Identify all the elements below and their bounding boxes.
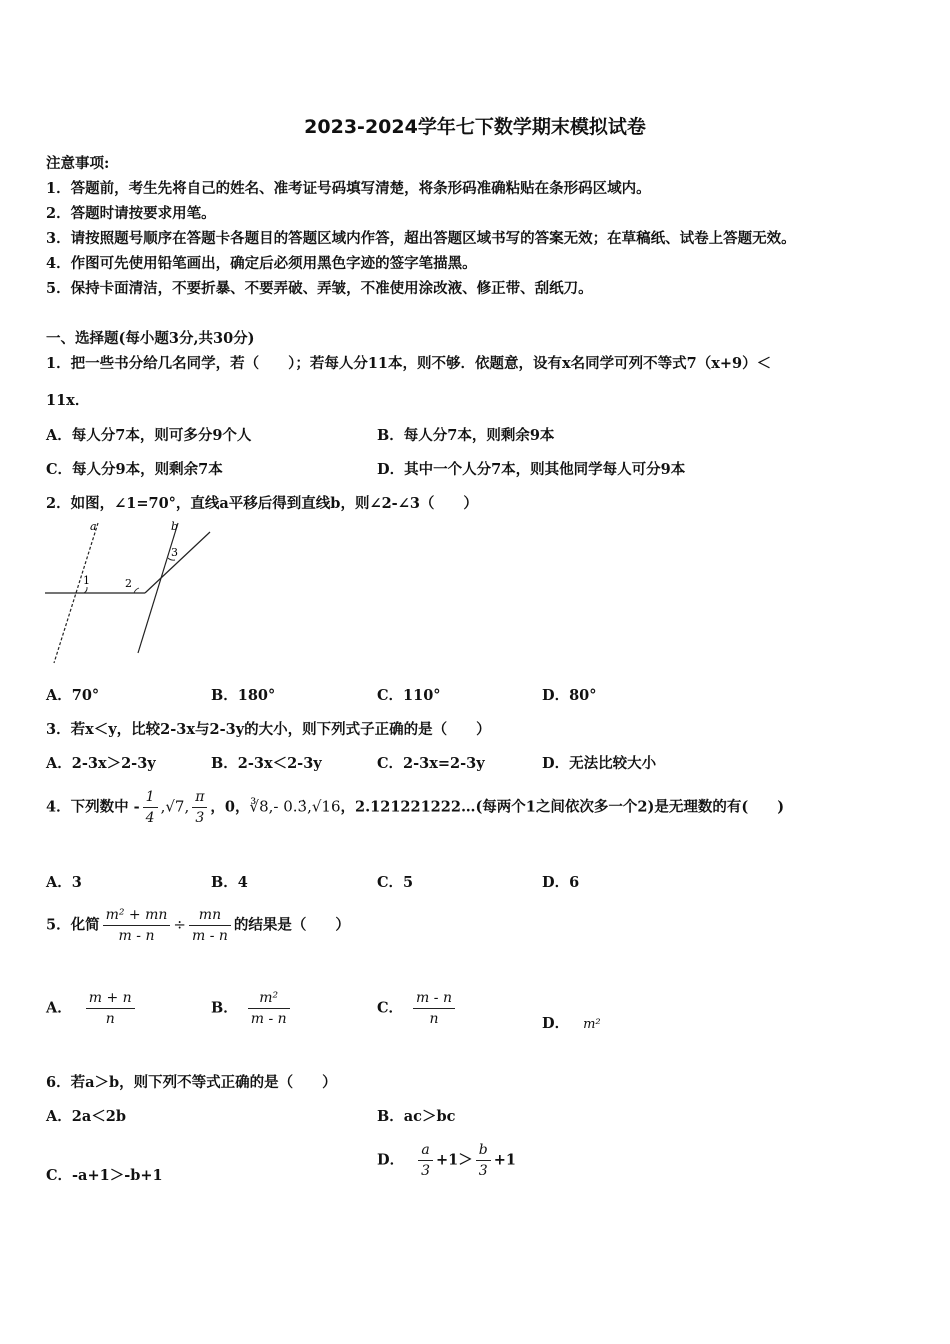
note-item: 3．请按照题号顺序在答题卡各题目的答题区域内作答，超出答题区域书写的答案无效；在草稿纸、试卷上答题无效。 <box>46 230 796 247</box>
q3-option-b: B．2-3x＜2-3y <box>211 755 322 772</box>
q6-option-a: A．2a＜2b <box>46 1108 126 1125</box>
q5-fraction-1: $\frac{\text{m² + mn}}{m - n}$ <box>103 905 171 946</box>
q5-option-b: B． $\frac{\text{m²}}{m - n}$ <box>211 988 293 1029</box>
note-item: 2．答题时请按要求用笔。 <box>46 205 216 222</box>
note-item: 1．答题前，考生先将自己的姓名、准考证号码填写清楚，将条形码准确粘贴在条形码区域内。 <box>46 180 651 197</box>
q5-option-d: D． m² <box>542 1015 601 1032</box>
angle-2-arc <box>134 588 139 593</box>
q5-suffix: 的结果是（ ） <box>233 916 350 934</box>
q3-stem: 3．若x＜y，比较2-3x与2-3y的大小，则下列式子正确的是（ ） <box>46 721 491 738</box>
q2-stem: 2．如图，∠1=70°，直线a平移后得到直线b，则∠2-∠3（ ） <box>46 495 478 512</box>
q4-fraction-quarter: $\frac{1}{4}$ <box>143 787 158 828</box>
q4-fraction-pi: $\frac{\pi}{3}$ <box>192 787 207 828</box>
label-b: b <box>171 520 179 533</box>
q4-option-b: B．4 <box>211 874 248 891</box>
q4-option-c: C．5 <box>377 874 414 891</box>
q1-option-c: C．每人分9本，则剩余7本 <box>46 461 223 478</box>
label-2: 2 <box>125 577 132 590</box>
q2-figure <box>40 518 230 668</box>
line-b <box>138 523 178 653</box>
q4-sqrt7: ,√7, <box>160 797 190 816</box>
q4-stem <box>46 787 784 828</box>
q6-option-c: C．-a+1＞-b+1 <box>46 1167 163 1184</box>
label-a: a <box>90 520 97 533</box>
q3-option-d: D．无法比较大小 <box>542 755 657 772</box>
q5-option-a: A． $\frac{m + n}{n}$ <box>46 988 138 1029</box>
q5-prefix: 5．化简 <box>46 916 100 934</box>
q5-fraction-2: $\frac{mn}{m - n}$ <box>189 905 231 946</box>
q2-option-b: B．180° <box>211 687 276 704</box>
q1-stem: 1．把一些书分给几名同学，若（ ）；若每人分11本，则不够．依题意，设有x名同学可列不等式7（x+9）＜ <box>46 355 772 372</box>
q1-option-a: A．每人分7本，则可多分9个人 <box>46 427 252 444</box>
q4-option-d: D．6 <box>542 874 580 891</box>
q4-zero: ，0， <box>210 798 250 816</box>
slanted-segment <box>145 532 210 593</box>
q5-divide: ÷ <box>173 915 186 934</box>
q6-option-d: D． $\frac{a}{3}$ +1＞ $\frac{b}{3}$ +1 <box>377 1142 516 1179</box>
q2-option-d: D．80° <box>542 687 597 704</box>
q1-stem-cont: 11x． <box>46 392 90 409</box>
q3-option-c: C．2-3x=2-3y <box>377 755 485 772</box>
note-item: 5．保持卡面清洁，不要折暴、不要弄破、弄皱，不准使用涂改液、修正带、刮纸刀。 <box>46 280 593 297</box>
q1-option-b: B．每人分7本，则剩余9本 <box>377 427 555 444</box>
q4-option-a: A．3 <box>46 874 82 891</box>
notes-heading: 注意事项: <box>46 155 110 172</box>
q4-prefix: 4．下列数中 - <box>46 798 140 816</box>
label-1: 1 <box>83 574 90 587</box>
label-3: 3 <box>171 546 178 559</box>
note-item: 4．作图可先使用铅笔画出，确定后必须用黑色字迹的签字笔描黑。 <box>46 255 477 272</box>
q4-roots: ∛8,- 0.3̇,√16 <box>249 797 341 816</box>
section-heading: 一、选择题(每小题3分,共30分) <box>46 330 255 347</box>
q5-option-c: C． $\frac{m - n}{n}$ <box>377 988 458 1029</box>
page-title: 2023-2024学年七下数学期末模拟试卷 <box>304 116 646 138</box>
q2-option-c: C．110° <box>377 687 441 704</box>
q1-option-d: D．其中一个人分7本，则其他同学每人可分9本 <box>377 461 686 478</box>
q5-stem <box>46 905 350 946</box>
q2-option-a: A．70° <box>46 687 100 704</box>
q3-option-a: A．2-3x＞2-3y <box>46 755 156 772</box>
q6-option-b: B．ac＞bc <box>377 1108 456 1125</box>
angle-1-arc <box>84 587 87 593</box>
q4-suffix: ，2.121221222…(每两个1之间依次多一个2)是无理数的有( ) <box>340 798 785 816</box>
q6-stem: 6．若a＞b，则下列不等式正确的是（ ） <box>46 1074 337 1091</box>
